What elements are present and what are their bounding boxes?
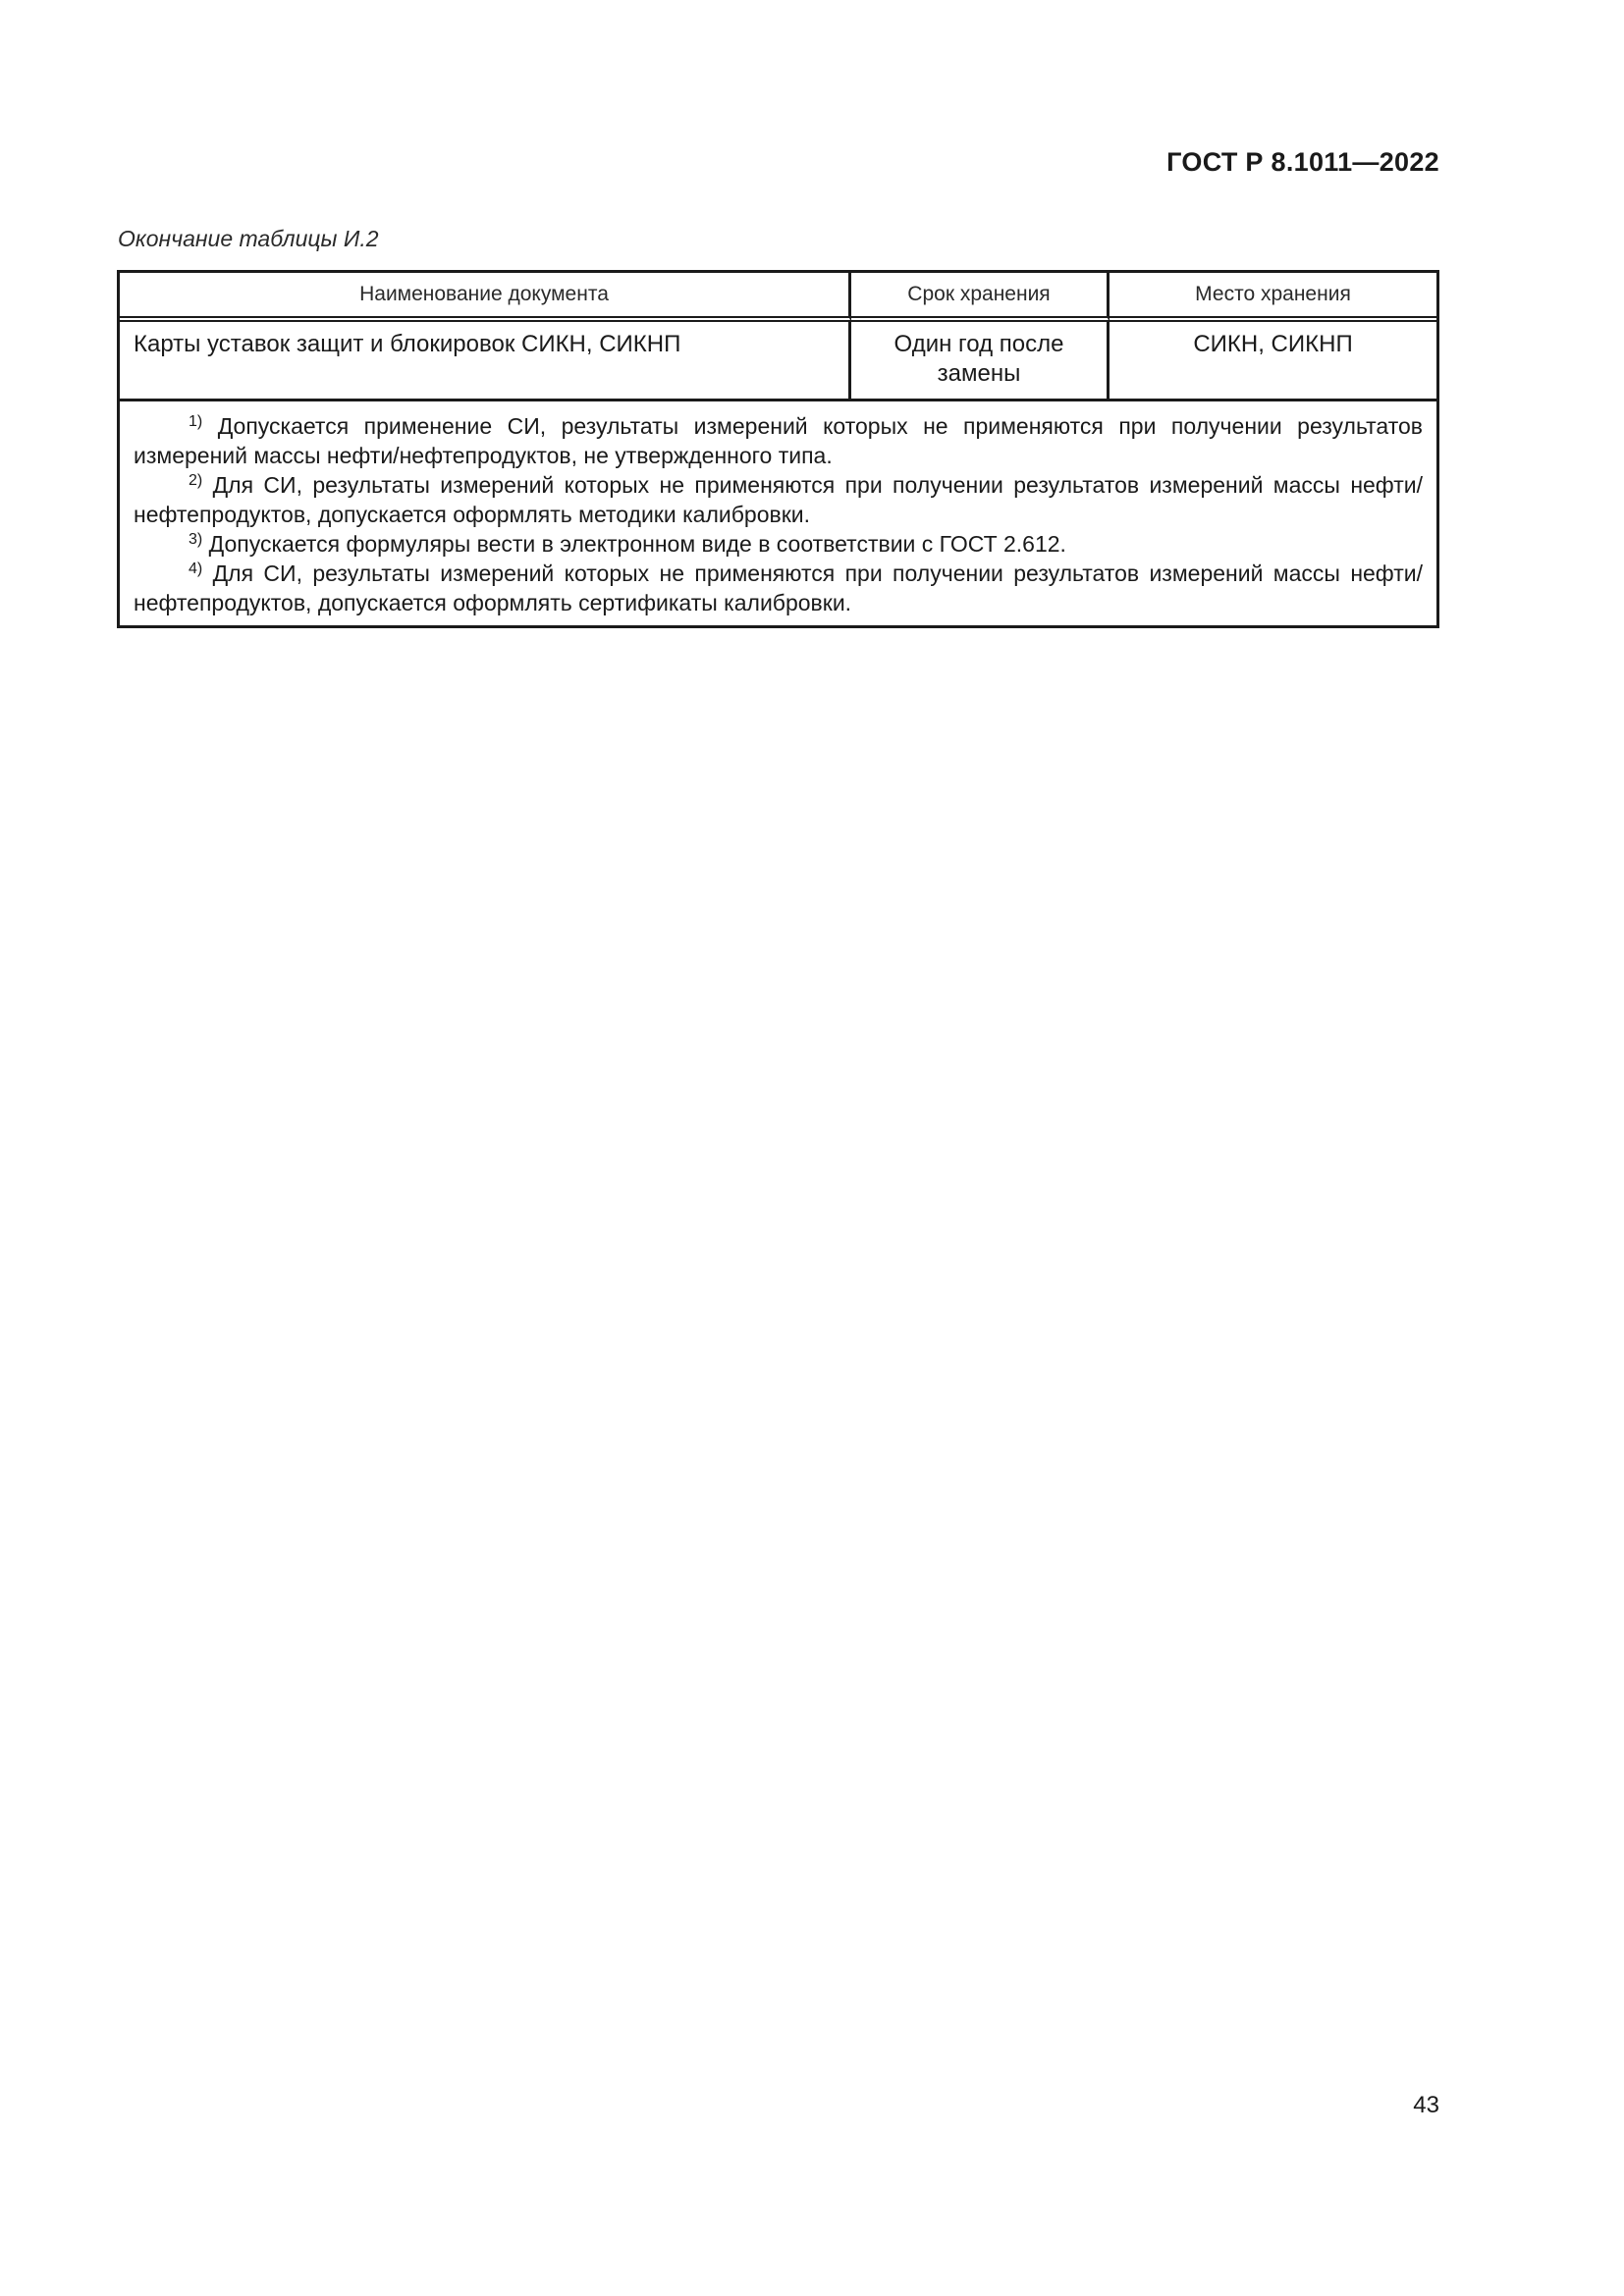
- column-header-document-name: Наименование документа: [120, 273, 851, 322]
- footnote-text: Допускается применение СИ, результаты измерений которых не применяются при получении результатов измерений массы нефти/нефтепродуктов, не утвержденного типа.: [134, 413, 1423, 468]
- footnote-text: Допускается формуляры вести в электронном виде в соответствии с ГОСТ 2.612.: [208, 531, 1066, 557]
- table-header-row: [120, 273, 1436, 322]
- footnote: [134, 529, 1423, 559]
- table-notes-row: [120, 401, 1436, 625]
- footnote-mark: 2): [189, 472, 203, 489]
- footnote-mark: 3): [189, 531, 203, 548]
- table-caption: Окончание таблицы И.2: [118, 226, 379, 251]
- cell-document-name: Карты уставок защит и блокировок СИКН, СИКНП: [120, 322, 851, 401]
- footnote-mark: 1): [189, 413, 203, 430]
- table-notes: [120, 401, 1436, 625]
- footnote: [134, 559, 1423, 617]
- page-number: 43: [1413, 2092, 1439, 2118]
- table-row: [120, 322, 1436, 401]
- storage-table: [117, 270, 1439, 628]
- standard-id: ГОСТ Р 8.1011—2022: [1166, 147, 1439, 177]
- footnote-text: Для СИ, результаты измерений которых не применяются при получении результатов измерений массы нефти/нефтепродуктов, допускается оформлять сертификаты калибровки.: [134, 561, 1423, 615]
- cell-storage-term: Один год после замены: [851, 322, 1110, 401]
- footnote-text: Для СИ, результаты измерений которых не применяются при получении результатов измерений массы нефти/нефтепродуктов, допускается оформлять методики калибровки.: [134, 472, 1423, 527]
- footnote: [134, 411, 1423, 470]
- footnote: [134, 470, 1423, 529]
- column-header-storage-term: Срок хранения: [851, 273, 1110, 322]
- column-header-storage-place: Место хранения: [1110, 273, 1436, 322]
- cell-storage-place: СИКН, СИКНП: [1110, 322, 1436, 401]
- footnote-mark: 4): [189, 561, 203, 577]
